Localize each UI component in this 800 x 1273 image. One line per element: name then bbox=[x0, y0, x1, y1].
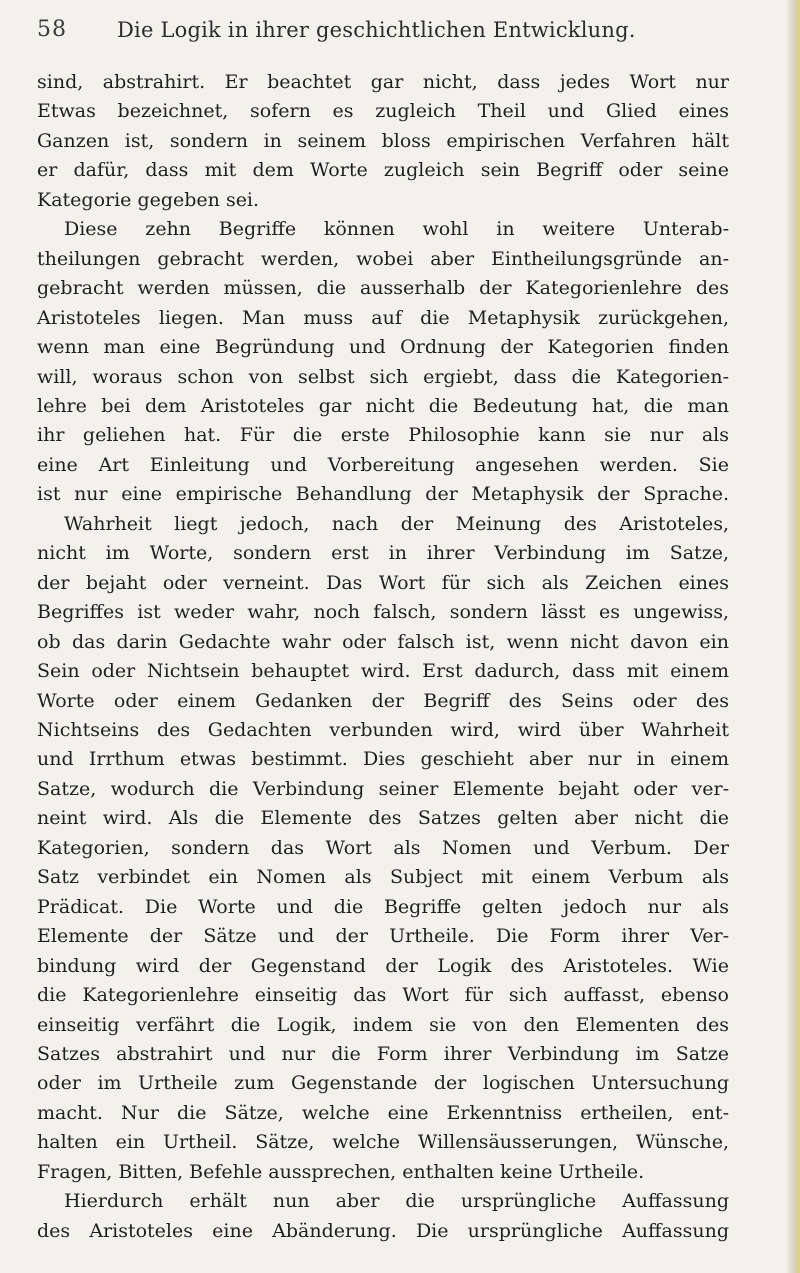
text-line: Kategorien, sondern das Wort als Nomen und Verbum. Der bbox=[37, 836, 729, 859]
text-line: des Aristoteles eine Abänderung. Die ursprüngliche Auffassung bbox=[37, 1219, 729, 1242]
text-line: macht. Nur die Sätze, welche eine Erkenntniss ertheilen, ent- bbox=[37, 1101, 729, 1124]
text-line: wenn man eine Begründung und Ordnung der Kategorien finden bbox=[37, 336, 729, 359]
text-line: einseitig verfährt die Logik, indem sie von den Elementen des bbox=[37, 1013, 729, 1036]
text-line: Prädicat. Die Worte und die Begriffe gelten jedoch nur als bbox=[37, 895, 729, 918]
body-text bbox=[37, 68, 729, 1246]
text-line: Sein oder Nichtsein behauptet wird. Erst dadurch, dass mit einem bbox=[37, 660, 729, 683]
text-line: ihr geliehen hat. Für die erste Philosophie kann sie nur als bbox=[37, 424, 729, 447]
page-number: 58 bbox=[37, 17, 67, 42]
text-line: Satz verbindet ein Nomen als Subject mit einem Verbum als bbox=[37, 866, 729, 889]
text-line: theilungen gebracht werden, wobei aber Eintheilungsgründe an- bbox=[37, 247, 729, 270]
text-line: Ganzen ist, sondern in seinem bloss empirischen Verfahren hält bbox=[37, 129, 729, 152]
text-line: ob das darin Gedachte wahr oder falsch ist, wenn nicht davon ein bbox=[37, 630, 729, 653]
text-line: Elemente der Sätze und der Urtheile. Die Form ihrer Ver- bbox=[37, 925, 729, 948]
text-line: und Irrthum etwas bestimmt. Dies geschieht aber nur in einem bbox=[37, 748, 729, 771]
page-edge-shadow bbox=[786, 0, 800, 1273]
text-line: will, woraus schon von selbst sich ergiebt, dass die Kategorien- bbox=[37, 365, 729, 388]
text-line: Satze, wodurch die Verbindung seiner Elemente bejaht oder ver- bbox=[37, 777, 729, 800]
text-line: Hierdurch erhält nun aber die ursprüngliche Auffassung bbox=[64, 1190, 729, 1213]
text-line: neint wird. Als die Elemente des Satzes gelten aber nicht die bbox=[37, 807, 729, 830]
text-line: Worte oder einem Gedanken der Begriff des Seins oder des bbox=[37, 689, 729, 712]
text-line: Fragen, Bitten, Befehle aussprechen, enthalten keine Urtheile. bbox=[37, 1160, 645, 1183]
text-line: Aristoteles liegen. Man muss auf die Metaphysik zurückgehen, bbox=[37, 306, 729, 329]
page-header bbox=[37, 10, 737, 50]
text-line: die Kategorienlehre einseitig das Wort für sich auffasst, ebenso bbox=[37, 984, 729, 1007]
text-line: lehre bei dem Aristoteles gar nicht die Bedeutung hat, die man bbox=[37, 394, 729, 417]
text-line: Wahrheit liegt jedoch, nach der Meinung des Aristoteles, bbox=[64, 512, 729, 535]
text-line: Diese zehn Begriffe können wohl in weitere Unterab- bbox=[64, 218, 729, 241]
text-line: der bejaht oder verneint. Das Wort für sich als Zeichen eines bbox=[37, 571, 729, 594]
text-line: oder im Urtheile zum Gegenstande der logischen Untersuchung bbox=[37, 1072, 729, 1095]
text-line: Begriffes ist weder wahr, noch falsch, sondern lässt es ungewiss, bbox=[37, 601, 729, 624]
text-line: Satzes abstrahirt und nur die Form ihrer Verbindung im Satze bbox=[37, 1042, 729, 1065]
text-line: er dafür, dass mit dem Worte zugleich sein Begriff oder seine bbox=[37, 159, 729, 182]
text-line: bindung wird der Gegenstand der Logik des Aristoteles. Wie bbox=[37, 954, 729, 977]
text-line: ist nur eine empirische Behandlung der Metaphysik der Sprache. bbox=[37, 483, 729, 506]
text-line: halten ein Urtheil. Sätze, welche Willensäusserungen, Wünsche, bbox=[37, 1131, 729, 1154]
text-line: gebracht werden müssen, die ausserhalb der Kategorienlehre des bbox=[37, 277, 729, 300]
text-line: Kategorie gegeben sei. bbox=[37, 188, 260, 211]
running-title: Die Logik in ihrer geschichtlichen Entwicklung. bbox=[117, 18, 636, 42]
text-line: nicht im Worte, sondern erst in ihrer Verbindung im Satze, bbox=[37, 542, 729, 565]
text-line: sind, abstrahirt. Er beachtet gar nicht, dass jedes Wort nur bbox=[37, 71, 729, 93]
text-line: Nichtseins des Gedachten verbunden wird, wird über Wahrheit bbox=[37, 718, 729, 741]
text-line: Etwas bezeichnet, sofern es zugleich Theil und Glied eines bbox=[37, 100, 729, 123]
text-line: eine Art Einleitung und Vorbereitung angesehen werden. Sie bbox=[37, 453, 729, 476]
